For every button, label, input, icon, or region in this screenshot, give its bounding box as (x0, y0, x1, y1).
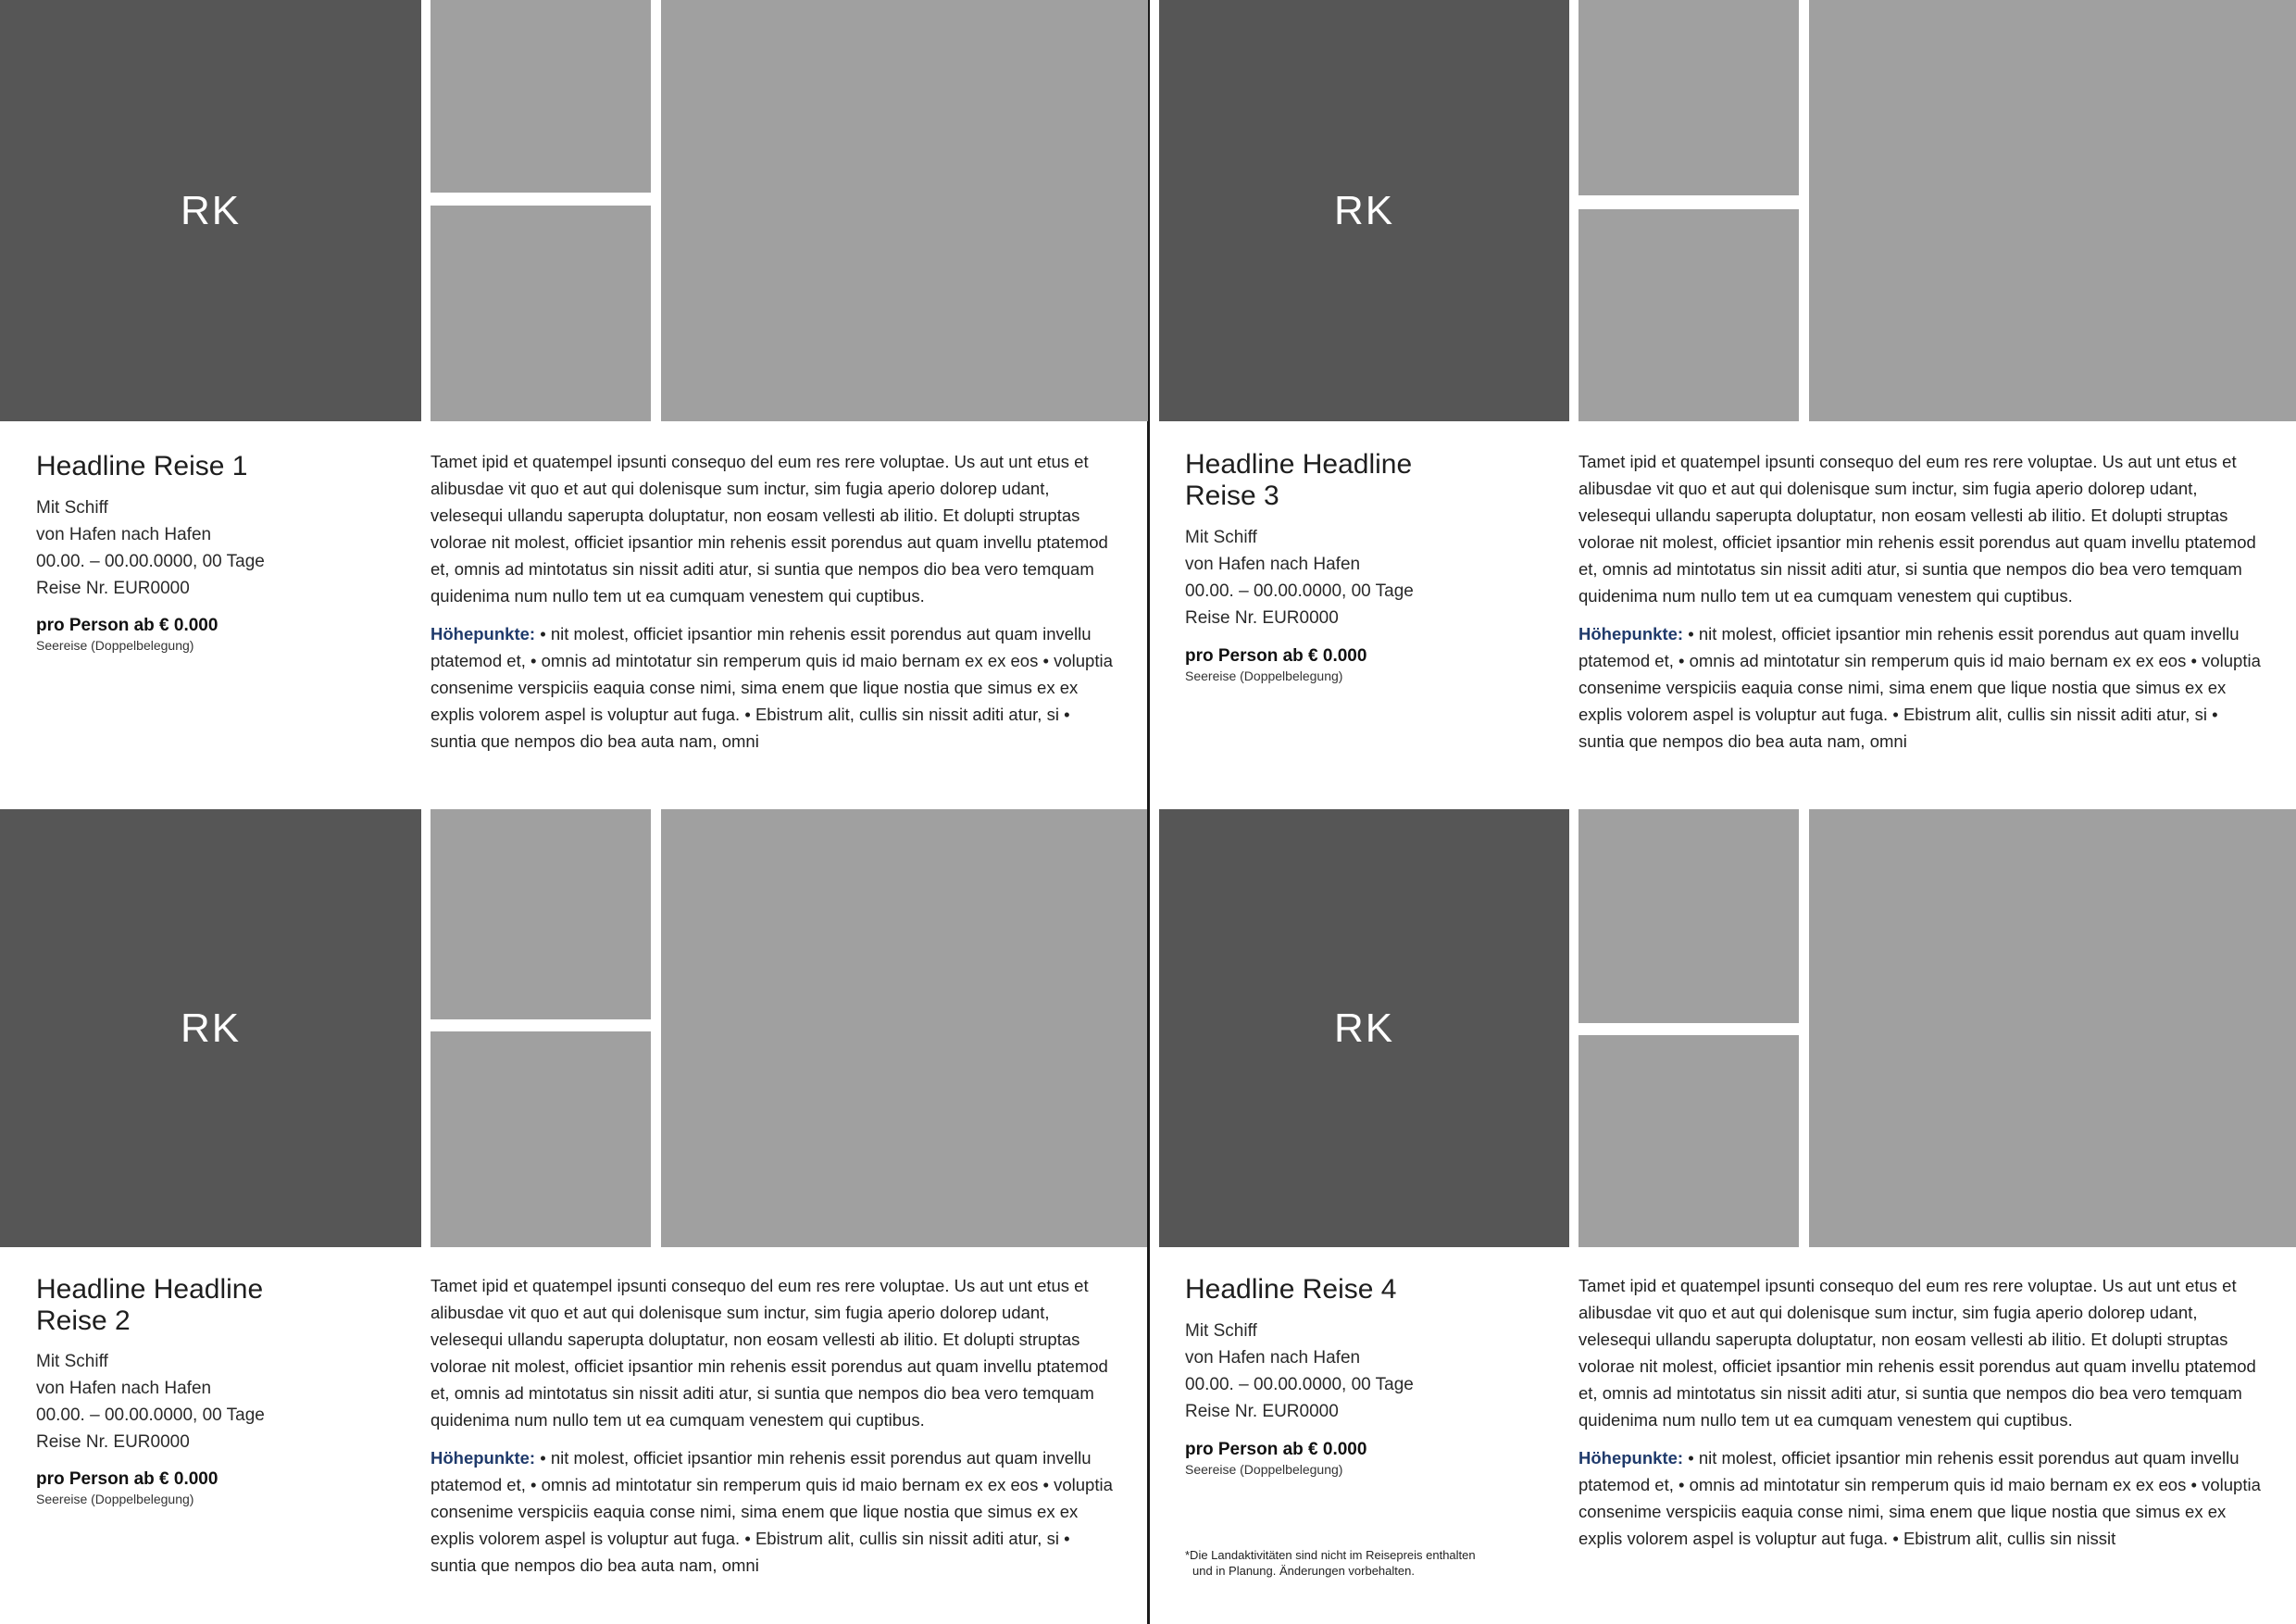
headline-line-1: Headline Reise 1 (36, 451, 248, 481)
highlights-text: • nit molest, officiet ipsantior min rehenis essit porendus aut quam invellu ptatemod et, • omnis ad mintotatur sin remperum quis id maio bernam ex ex eos • voluptia consenime verspiciis eaquia conse nimi, sima enem que lique nostia que simus ex ex explis volorem aspel is voluptur aut fuga. • Ebistrum alit, cullis sin nissit (1578, 1448, 2261, 1548)
price-block (1185, 1439, 1537, 1478)
ship-text: Mit Schiff (1185, 1321, 1257, 1341)
trip-details (36, 1348, 388, 1455)
highlights-paragraph (1578, 1444, 2268, 1552)
logo-tile (0, 809, 421, 1247)
headline-line-2: Reise 3 (1185, 481, 1279, 511)
logo-text: RK (1333, 187, 1395, 233)
description-text: Tamet ipid et quatempel ipsunti consequo del eum res rere voluptae. Us aut unt etus et alibusdae vit quo et aut qui dolenisque sum inctur, sim fugia aperio dolorep udant, velesequi ullandu saperupta doluptatur, non eosam vellesti ab ilitio. Et dolupti struptas volorae nit molest, officiet ipsantior min rehenis essit porendus aut quam invellu ptatemod et, omnis ad mintotatus sin nissit aditi atur, si suntia que nempos dio bea vero temquam quidenima num nullo tem ut ea cumquam venestem qui cuptibus. (430, 452, 1108, 606)
price-text: pro Person ab € 0.000 (36, 1469, 218, 1489)
trip-details (1185, 524, 1537, 631)
image-placeholder-small-bottom (430, 1031, 651, 1247)
trip-number: Reise Nr. EUR0000 (1185, 1402, 1339, 1421)
image-placeholder-large (661, 809, 1147, 1247)
highlights-paragraph (430, 1444, 1120, 1579)
trip-number: Reise Nr. EUR0000 (36, 1432, 190, 1452)
logo-tile (1159, 0, 1569, 421)
dates-text: 00.00. – 00.00.0000, 00 Tage (36, 1405, 265, 1425)
image-placeholder-small-top (430, 0, 651, 193)
price-note: Seereise (Doppelbelegung) (36, 638, 194, 653)
route-text: von Hafen nach Hafen (36, 1379, 212, 1398)
headline-line-1: Headline Reise 4 (1185, 1274, 1397, 1305)
trip-number: Reise Nr. EUR0000 (1185, 608, 1339, 628)
dates-text: 00.00. – 00.00.0000, 00 Tage (1185, 581, 1414, 601)
highlights-label: Höhepunkte: (1578, 1448, 1684, 1468)
route-text: von Hafen nach Hafen (1185, 1348, 1361, 1368)
trip-headline (1185, 1274, 1574, 1305)
image-placeholder-large (1809, 809, 2296, 1247)
logo-tile (0, 0, 421, 421)
image-placeholder-large (1809, 0, 2296, 421)
description-text: Tamet ipid et quatempel ipsunti consequo del eum res rere voluptae. Us aut unt etus et alibusdae vit quo et aut qui dolenisque sum inctur, sim fugia aperio dolorep udant, velesequi ullandu saperupta doluptatur, non eosam vellesti ab ilitio. Et dolupti struptas volorae nit molest, officiet ipsantior min rehenis essit porendus aut quam invellu ptatemod et, omnis ad mintotatus sin nissit aditi atur, si suntia que nempos dio bea vero temquam quidenima num nullo tem ut ea cumquam venestem qui cuptibus. (1578, 452, 2256, 606)
price-text: pro Person ab € 0.000 (36, 616, 218, 635)
highlights-text: • nit molest, officiet ipsantior min rehenis essit porendus aut quam invellu ptatemod et, • omnis ad mintotatur sin remperum quis id maio bernam ex ex eos • voluptia consenime verspiciis eaquia conse nimi, sima enem que lique nostia que simus ex ex explis volorem aspel is voluptur aut fuga. • Ebistrum alit, cullis sin nissit aditi atur, si • suntia que nempos dio bea auta nam, omni (430, 624, 1113, 751)
price-note: Seereise (Doppelbelegung) (36, 1492, 194, 1506)
ship-text: Mit Schiff (36, 498, 108, 518)
image-placeholder-small-bottom (430, 206, 651, 421)
footnote-line-2: und in Planung. Änderungen vorbehalten. (1192, 1564, 1415, 1578)
highlights-text: • nit molest, officiet ipsantior min rehenis essit porendus aut quam invellu ptatemod et, • omnis ad mintotatur sin remperum quis id maio bernam ex ex eos • voluptia consenime verspiciis eaquia conse nimi, sima enem que lique nostia que simus ex ex explis volorem aspel is voluptur aut fuga. • Ebistrum alit, cullis sin nissit aditi atur, si • suntia que nempos dio bea auta nam, omni (1578, 624, 2261, 751)
price-block (1185, 645, 1537, 684)
dates-text: 00.00. – 00.00.0000, 00 Tage (1185, 1375, 1414, 1394)
trip-headline (36, 1274, 425, 1337)
ship-text: Mit Schiff (1185, 528, 1257, 547)
trip-headline (1185, 449, 1574, 512)
headline-line-1: Headline Headline (36, 1274, 264, 1305)
trip-details (36, 494, 388, 602)
trip-details (1185, 1318, 1537, 1425)
price-note: Seereise (Doppelbelegung) (1185, 1462, 1343, 1477)
trip-number: Reise Nr. EUR0000 (36, 579, 190, 598)
price-block (36, 615, 388, 654)
highlights-paragraph (1578, 620, 2268, 755)
highlights-label: Höhepunkte: (430, 1448, 536, 1468)
route-text: von Hafen nach Hafen (36, 525, 212, 544)
logo-text: RK (180, 187, 242, 233)
price-text: pro Person ab € 0.000 (1185, 646, 1367, 666)
trip-headline (36, 451, 425, 482)
footnote (1185, 1547, 1574, 1579)
headline-line-2: Reise 2 (36, 1305, 131, 1336)
dates-text: 00.00. – 00.00.0000, 00 Tage (36, 552, 265, 571)
highlights-label: Höhepunkte: (1578, 624, 1684, 643)
image-placeholder-small-bottom (1578, 1035, 1799, 1247)
description-text: Tamet ipid et quatempel ipsunti consequo del eum res rere voluptae. Us aut unt etus et alibusdae vit quo et aut qui dolenisque sum inctur, sim fugia aperio dolorep udant, velesequi ullandu saperupta doluptatur, non eosam vellesti ab ilitio. Et dolupti struptas volorae nit molest, officiet ipsantior min rehenis essit porendus aut quam invellu ptatemod et, omnis ad mintotatus sin nissit aditi atur, si suntia que nempos dio bea vero temquam quidenima num nullo tem ut ea cumquam venestem qui cuptibus. (1578, 1276, 2256, 1430)
image-placeholder-small-top (1578, 809, 1799, 1023)
ship-text: Mit Schiff (36, 1352, 108, 1371)
image-placeholder-small-top (430, 809, 651, 1019)
footnote-line-1: *Die Landaktivitäten sind nicht im Reisepreis enthalten (1185, 1548, 1476, 1562)
image-placeholder-small-bottom (1578, 209, 1799, 421)
highlights-text: • nit molest, officiet ipsantior min rehenis essit porendus aut quam invellu ptatemod et, • omnis ad mintotatur sin remperum quis id maio bernam ex ex eos • voluptia consenime verspiciis eaquia conse nimi, sima enem que lique nostia que simus ex ex explis volorem aspel is voluptur aut fuga. • Ebistrum alit, cullis sin nissit aditi atur, si • suntia que nempos dio bea auta nam, omni (430, 1448, 1113, 1575)
headline-line-1: Headline Headline (1185, 449, 1413, 480)
price-text: pro Person ab € 0.000 (1185, 1440, 1367, 1459)
image-placeholder-large (661, 0, 1148, 421)
logo-tile (1159, 809, 1569, 1247)
image-placeholder-small-top (1578, 0, 1799, 195)
description-text: Tamet ipid et quatempel ipsunti consequo del eum res rere voluptae. Us aut unt etus et alibusdae vit quo et aut qui dolenisque sum inctur, sim fugia aperio dolorep udant, velesequi ullandu saperupta doluptatur, non eosam vellesti ab ilitio. Et dolupti struptas volorae nit molest, officiet ipsantior min rehenis essit porendus aut quam invellu ptatemod et, omnis ad mintotatus sin nissit aditi atur, si suntia que nempos dio bea vero temquam quidenima num nullo tem ut ea cumquam venestem qui cuptibus. (430, 1276, 1108, 1430)
highlights-label: Höhepunkte: (430, 624, 536, 643)
highlights-paragraph (430, 620, 1120, 755)
price-block (36, 1468, 388, 1507)
price-note: Seereise (Doppelbelegung) (1185, 668, 1343, 683)
route-text: von Hafen nach Hafen (1185, 555, 1361, 574)
logo-text: RK (1333, 1005, 1395, 1051)
logo-text: RK (180, 1005, 242, 1051)
